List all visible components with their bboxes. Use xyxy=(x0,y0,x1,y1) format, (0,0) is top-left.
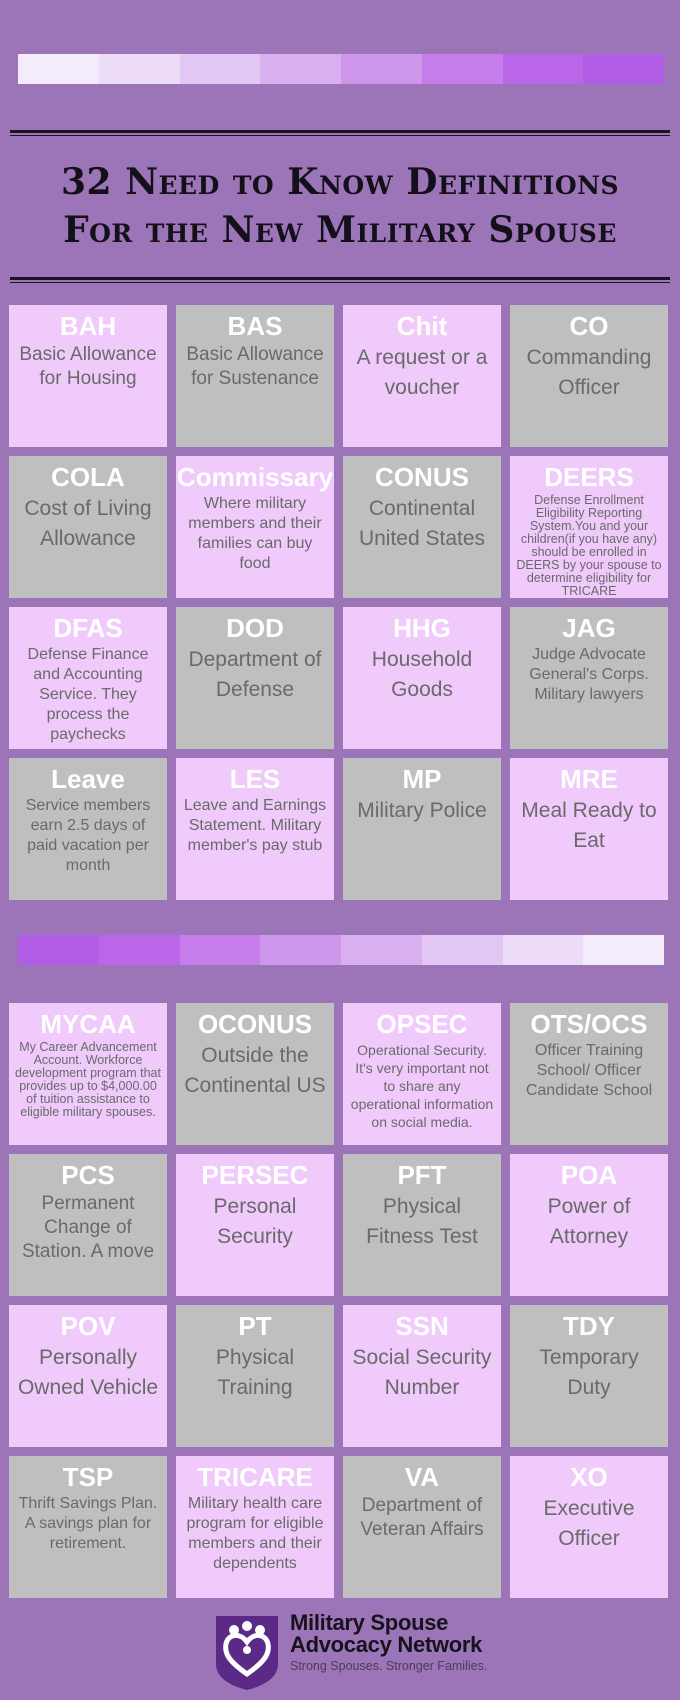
definition-text: Basic Allowance for Sustenance xyxy=(186,344,324,389)
definitions-grid-bottom xyxy=(9,1003,669,1598)
definition-term: Leave xyxy=(51,764,125,794)
definition-term: TDY xyxy=(563,1311,615,1341)
definition-tile xyxy=(9,607,167,749)
strip-segment xyxy=(260,54,341,84)
definition-text: Physical Fitness Test xyxy=(366,1195,478,1248)
strip-segment xyxy=(583,935,664,965)
strip-segment xyxy=(18,935,99,965)
definition-text: Continental United States xyxy=(358,497,486,550)
definition-term: Chit xyxy=(396,311,448,341)
definition-term: POA xyxy=(560,1160,618,1190)
definition-term: POV xyxy=(60,1311,116,1341)
color-gradient-strip-middle xyxy=(18,935,664,965)
definition-text: Military Police xyxy=(357,799,487,822)
definition-text: A request or a voucher xyxy=(356,346,488,399)
definition-text: Where military members and their families can buy food xyxy=(188,495,322,572)
definition-term: PT xyxy=(238,1311,272,1341)
title-bottom-rule xyxy=(10,277,670,280)
definition-term: DFAS xyxy=(53,613,123,643)
definition-text: Officer Training School/ Officer Candidate School xyxy=(525,1042,653,1099)
definition-tile xyxy=(510,1154,668,1296)
definition-text: Power of Attorney xyxy=(547,1195,631,1248)
definition-term: MP xyxy=(402,764,442,794)
definition-term: OPSEC xyxy=(376,1009,468,1039)
definition-term: Commissary xyxy=(176,462,334,492)
definition-text: Judge Advocate General's Corps. Military lawyers xyxy=(529,646,649,703)
definition-tile xyxy=(9,1154,167,1296)
definition-term: JAG xyxy=(562,613,616,643)
definition-tile xyxy=(343,456,501,598)
heart-figures-logo-icon xyxy=(212,1612,282,1692)
definition-text: Military health care program for eligible members and their dependents xyxy=(186,1495,324,1572)
definition-term: PCS xyxy=(61,1160,115,1190)
definition-text: Defense Enrollment Eligibility Reporting System.You and your children(if you have any) should be enrolled in DEERS by your spouse to determine eligibility for TRICARE xyxy=(516,493,662,598)
definition-term: OCONUS xyxy=(197,1009,313,1039)
strip-segment xyxy=(341,935,422,965)
strip-segment xyxy=(180,54,261,84)
definition-tile xyxy=(343,607,501,749)
definition-tile xyxy=(510,758,668,900)
definition-term: SSN xyxy=(395,1311,449,1341)
definition-term: DEERS xyxy=(544,462,634,492)
title-line-1: 32 Need to Know Definitions xyxy=(60,161,620,203)
definition-term: MRE xyxy=(560,764,618,794)
definition-tile xyxy=(176,1456,334,1598)
org-name-line-2: Advocacy Network xyxy=(290,1632,483,1657)
definition-text: Executive Officer xyxy=(543,1497,635,1550)
definition-tile xyxy=(9,305,167,447)
definition-term: COLA xyxy=(51,462,125,492)
definition-text: Outside the Continental US xyxy=(184,1044,326,1097)
definition-tile xyxy=(9,456,167,598)
definition-tile xyxy=(176,305,334,447)
title-top-rule xyxy=(10,130,670,133)
definitions-grid-top xyxy=(9,305,669,900)
definition-text: Physical Training xyxy=(215,1346,295,1399)
strip-segment xyxy=(503,935,584,965)
strip-segment xyxy=(180,935,261,965)
definition-tile xyxy=(510,607,668,749)
definition-text: Household Goods xyxy=(371,648,473,701)
color-gradient-strip-top xyxy=(18,54,664,84)
definition-tile xyxy=(343,758,501,900)
definition-term: BAS xyxy=(227,311,283,341)
strip-segment xyxy=(503,54,584,84)
definition-term: TSP xyxy=(62,1462,114,1492)
definition-tile xyxy=(9,758,167,900)
definition-tile xyxy=(9,1003,167,1145)
definition-text: Permanent Change of Station. A move xyxy=(21,1193,155,1262)
definition-term: PERSEC xyxy=(201,1160,309,1190)
definition-tile xyxy=(343,1456,501,1598)
definition-term: CO xyxy=(569,311,609,341)
definition-text: Meal Ready to Eat xyxy=(521,799,657,852)
definition-tile xyxy=(343,305,501,447)
definition-term: TRICARE xyxy=(197,1462,313,1492)
definition-tile xyxy=(176,1003,334,1145)
definition-text: Temporary Duty xyxy=(539,1346,639,1399)
definition-text: Defense Finance and Accounting Service. They process the paychecks xyxy=(27,646,149,743)
definition-tile xyxy=(343,1154,501,1296)
definition-text: My Career Advancement Account. Workforce development program that provides up to $4,000.00 of tuition assistance to eligible military spouses. xyxy=(15,1040,161,1119)
strip-segment xyxy=(99,54,180,84)
definition-tile xyxy=(176,758,334,900)
definition-tile xyxy=(176,456,334,598)
definition-text: Thrift Savings Plan. A savings plan for retirement. xyxy=(18,1495,158,1552)
definition-term: MYCAA xyxy=(40,1009,136,1039)
strip-segment xyxy=(583,54,664,84)
definition-text: Personal Security xyxy=(213,1195,297,1248)
footer-logo xyxy=(212,1612,512,1692)
definition-tile xyxy=(343,1003,501,1145)
definition-tile xyxy=(510,305,668,447)
definition-term: LES xyxy=(229,764,281,794)
definition-term: BAH xyxy=(59,311,117,341)
definition-text: Department of Defense xyxy=(188,648,322,701)
strip-segment xyxy=(422,54,503,84)
definition-term: OTS/OCS xyxy=(530,1009,648,1039)
definition-term: HHG xyxy=(393,613,451,643)
definition-text: Personally Owned Vehicle xyxy=(17,1346,159,1399)
definition-text: Service members earn 2.5 days of paid vacation per month xyxy=(25,797,151,874)
definition-term: PFT xyxy=(397,1160,447,1190)
definition-text: Cost of Living Allowance xyxy=(24,497,152,550)
definition-term: DOD xyxy=(226,613,284,643)
definition-tile xyxy=(510,456,668,598)
strip-segment xyxy=(341,54,422,84)
page-title xyxy=(0,158,680,254)
strip-segment xyxy=(422,935,503,965)
definition-tile xyxy=(176,607,334,749)
definition-tile xyxy=(510,1003,668,1145)
strip-segment xyxy=(260,935,341,965)
definition-text: Social Security Number xyxy=(352,1346,492,1399)
definition-text: Basic Allowance for Housing xyxy=(19,344,157,389)
title-line-2: For the New Military Spouse xyxy=(63,209,617,251)
definition-tile xyxy=(9,1305,167,1447)
definition-text: Commanding Officer xyxy=(526,346,652,399)
definition-text: Leave and Earnings Statement. Military member's pay stub xyxy=(183,797,327,854)
definition-tile xyxy=(510,1305,668,1447)
definition-tile xyxy=(343,1305,501,1447)
strip-segment xyxy=(18,54,99,84)
definition-term: CONUS xyxy=(375,462,469,492)
definition-text: Department of Veteran Affairs xyxy=(360,1495,484,1540)
org-tagline: Strong Spouses. Stronger Families. xyxy=(290,1659,488,1673)
strip-segment xyxy=(99,935,180,965)
definition-text: Operational Security. It's very important not to share any operational information on social media. xyxy=(350,1042,494,1130)
definition-term: VA xyxy=(404,1462,440,1492)
definition-term: XO xyxy=(570,1462,608,1492)
definition-tile xyxy=(510,1456,668,1598)
org-name-line-1: Military Spouse xyxy=(290,1610,449,1635)
definition-tile xyxy=(9,1456,167,1598)
definition-tile xyxy=(176,1305,334,1447)
definition-tile xyxy=(176,1154,334,1296)
